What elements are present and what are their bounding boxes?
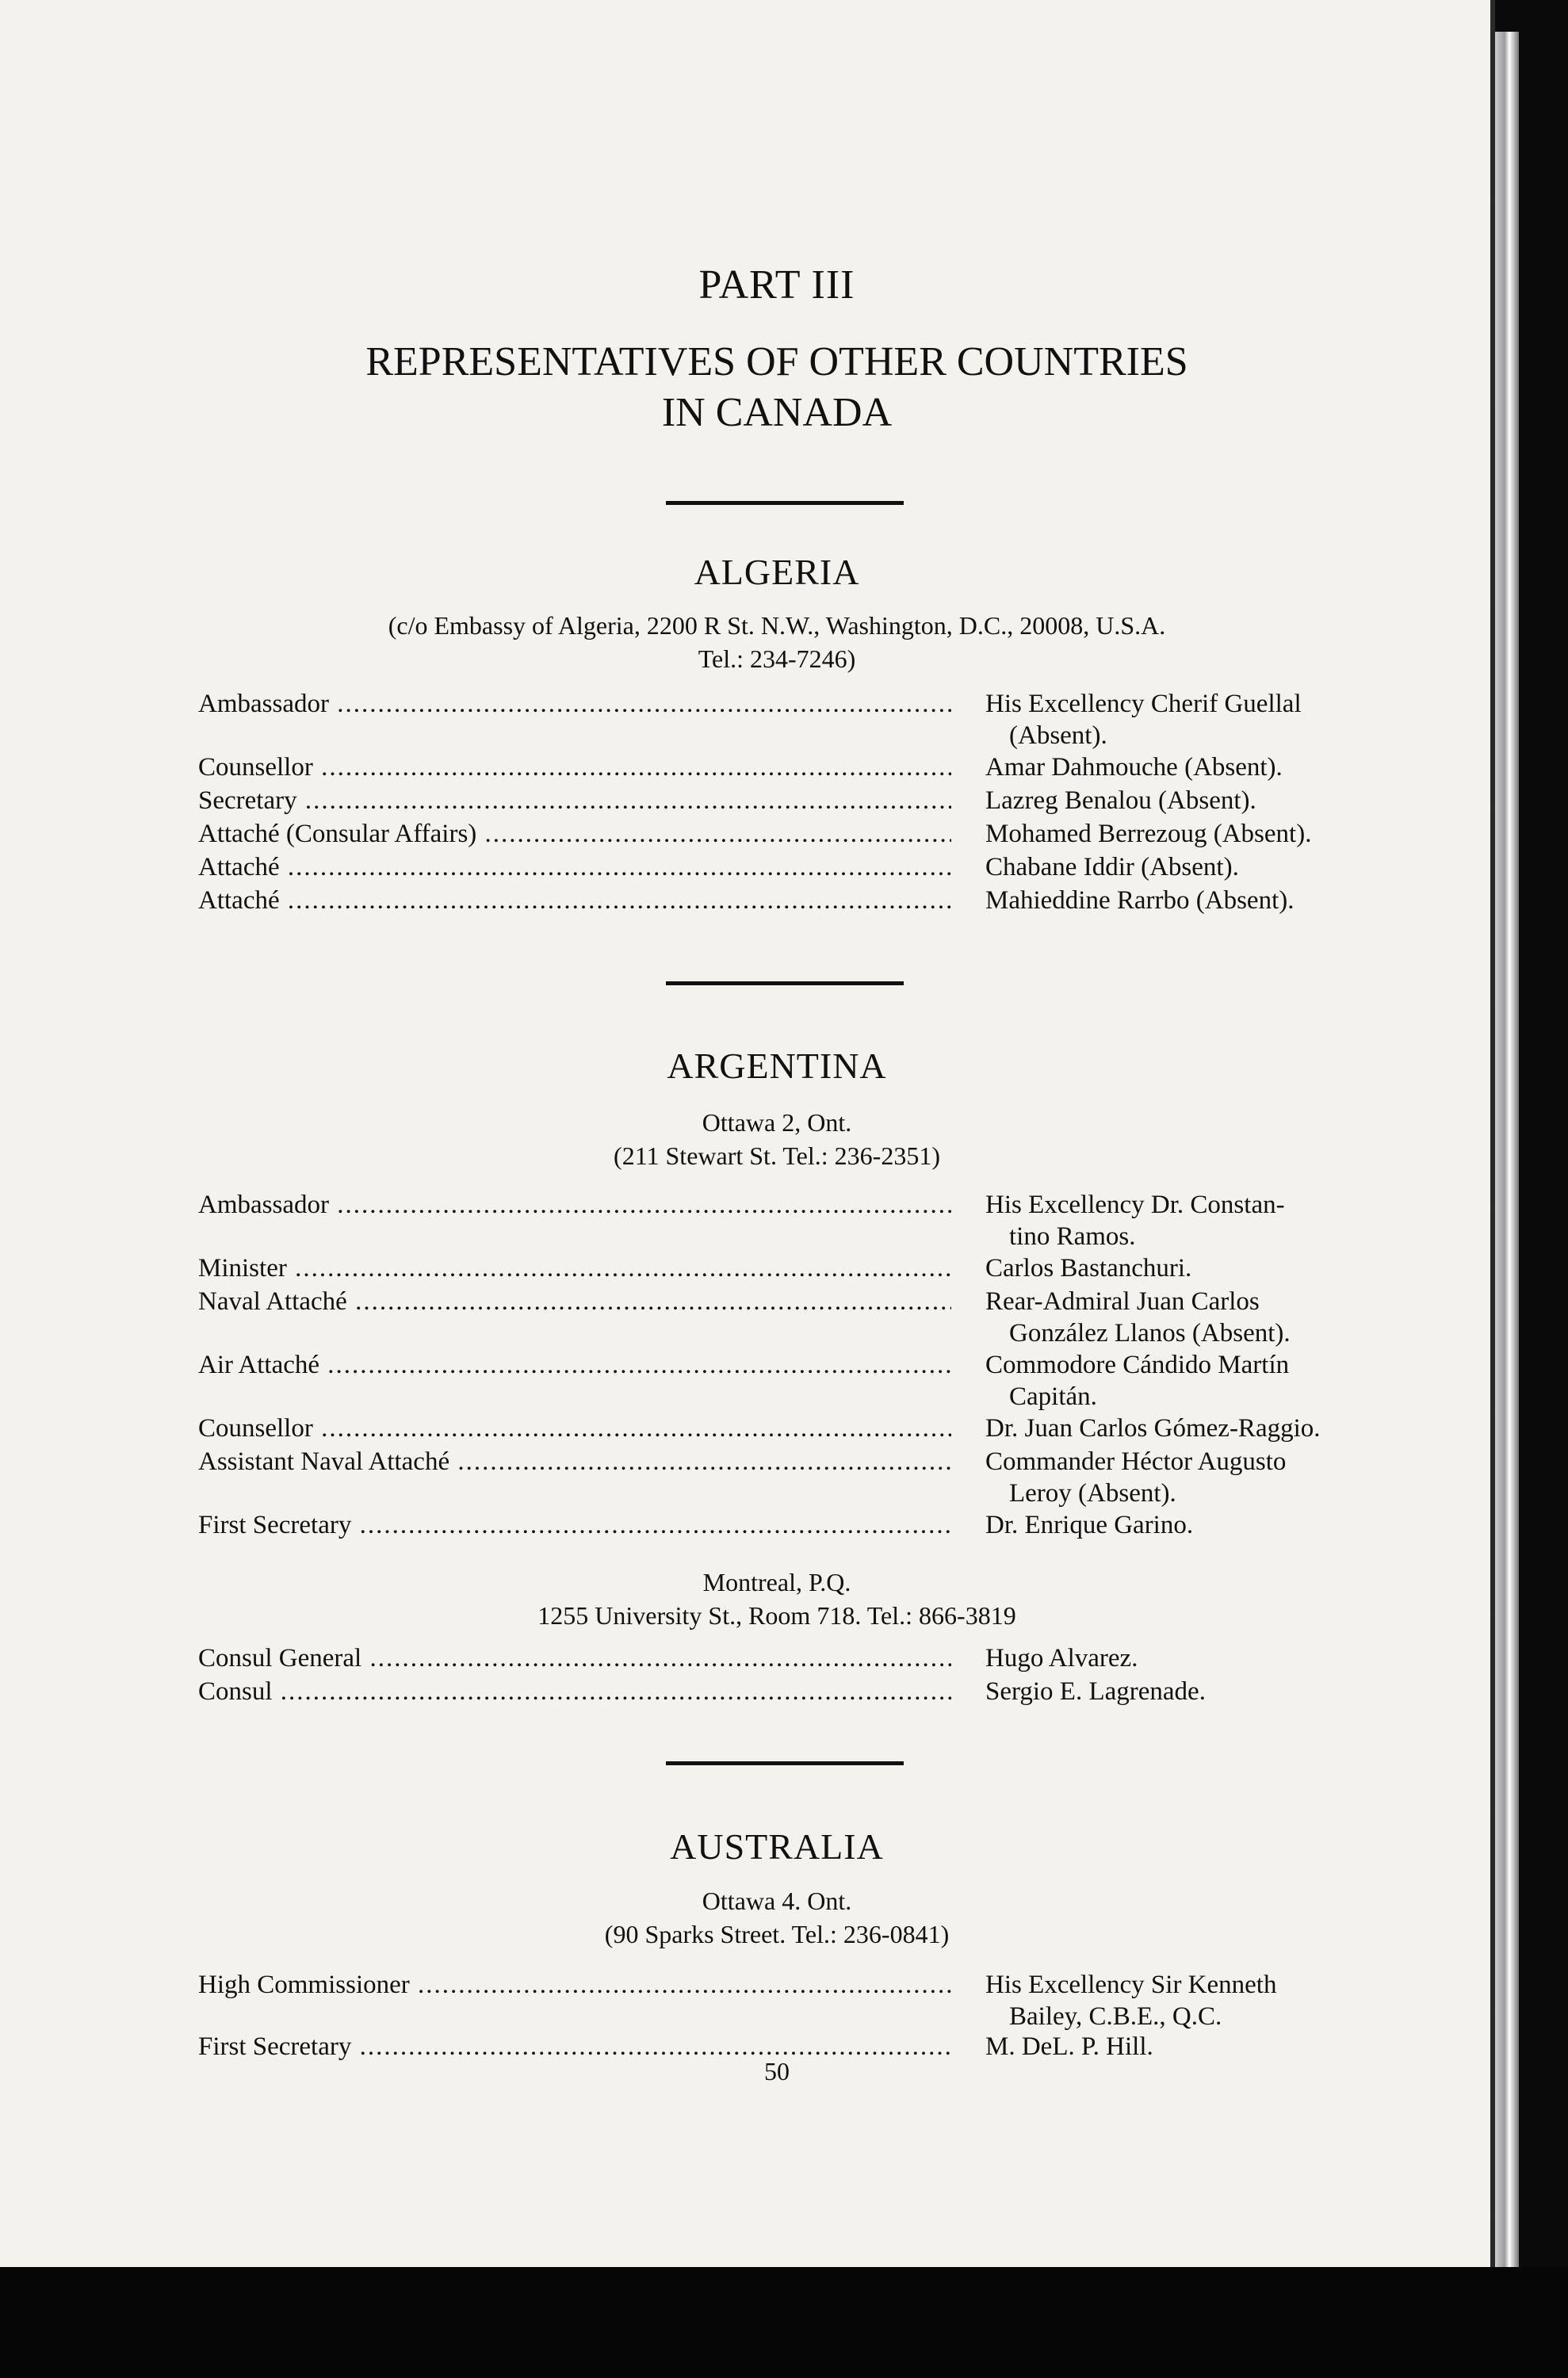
role-label: Consul .....: [198, 1676, 951, 1707]
representative-name: Hugo Alvarez.: [985, 1644, 1138, 1673]
part-title: PART III: [698, 262, 855, 308]
representative-name: His Excellency Cherif Guellal (Absent).: [985, 690, 1302, 750]
representative-name: Dr. Enrique Garino.: [985, 1511, 1194, 1539]
page-heading: [0, 337, 1554, 438]
role-label: High Commissioner .....: [198, 1969, 951, 2001]
address-line: (211 Stewart St. Tel.: 236-2351): [614, 1141, 940, 1170]
role-label: Consul General .....: [198, 1642, 951, 1674]
representative-name: M. DeL. P. Hill.: [985, 2032, 1153, 2061]
role-label: Assistant Naval Attaché .....: [198, 1446, 951, 1478]
role-label: Minister .....: [198, 1252, 951, 1284]
role-label: Ambassador .....: [198, 688, 951, 720]
representative-name: Lazreg Benalou (Absent).: [985, 786, 1256, 815]
representative-name: Commander Héctor Augusto Leroy (Absent).: [985, 1447, 1287, 1508]
country-heading-algeria: ALGERIA: [694, 552, 860, 592]
address-line: 1255 University St., Room 718. Tel.: 866-3819: [537, 1601, 1016, 1630]
representative-name: Mohamed Berrezoug (Absent).: [985, 820, 1312, 848]
role-label: Naval Attaché .....: [198, 1286, 951, 1317]
address-line: (c/o Embassy of Algeria, 2200 R St. N.W., Washington, D.C., 20008, U.S.A.: [388, 611, 1166, 640]
representative-name: Dr. Juan Carlos Gómez-Raggio.: [985, 1414, 1321, 1443]
role-label: Attaché (Consular Affairs) .....: [198, 818, 951, 850]
role-label: Air Attaché .....: [198, 1349, 951, 1381]
section-divider: [666, 981, 904, 985]
representative-name: Carlos Bastanchuri.: [985, 1254, 1192, 1283]
book-edge: [1495, 32, 1519, 2267]
section-divider: [666, 1761, 904, 1765]
heading-line-1: REPRESENTATIVES OF OTHER COUNTRIES: [365, 339, 1188, 384]
algeria-address: [0, 609, 1554, 675]
representative-name: Commodore Cándido Martín Capitán.: [985, 1351, 1290, 1411]
address-line: Ottawa 2, Ont.: [702, 1108, 852, 1137]
country-heading-australia: AUSTRALIA: [670, 1826, 884, 1867]
representative-name: His Excellency Sir Kenneth Bailey, C.B.E., Q.C.: [985, 1971, 1277, 2031]
role-label: First Secretary .....: [198, 2031, 951, 2063]
role-label: Counsellor .....: [198, 751, 951, 783]
representative-name: Sergio E. Lagrenade.: [985, 1677, 1206, 1706]
section-divider: [666, 501, 904, 505]
address-line: Tel.: 234-7246): [698, 644, 856, 673]
representative-name: Mahieddine Rarrbo (Absent).: [985, 886, 1295, 915]
scan-border: [0, 2267, 1568, 2378]
heading-line-2: IN CANADA: [661, 390, 893, 435]
role-label: Attaché .....: [198, 885, 951, 916]
representative-name: Amar Dahmouche (Absent).: [985, 753, 1283, 782]
address-line: Ottawa 4. Ont.: [702, 1887, 852, 1915]
page-number: 50: [764, 2057, 790, 2086]
argentina-address: [0, 1106, 1554, 1172]
australia-address: [0, 1884, 1554, 1951]
country-heading-argentina: ARGENTINA: [667, 1046, 887, 1086]
representative-name: Chabane Iddir (Absent).: [985, 853, 1239, 881]
role-label: Attaché .....: [198, 851, 951, 883]
role-label: Counsellor .....: [198, 1413, 951, 1444]
role-label: Ambassador .....: [198, 1189, 951, 1221]
city-line: Montreal, P.Q.: [702, 1568, 851, 1596]
role-label: First Secretary .....: [198, 1509, 951, 1541]
role-label: Secretary .....: [198, 785, 951, 816]
representative-name: Rear-Admiral Juan Carlos González Llanos (Absent).: [985, 1287, 1291, 1348]
address-line: (90 Sparks Street. Tel.: 236-0841): [604, 1920, 950, 1948]
montreal-office-address: [0, 1566, 1554, 1632]
representative-name: His Excellency Dr. Constan- tino Ramos.: [985, 1191, 1285, 1251]
